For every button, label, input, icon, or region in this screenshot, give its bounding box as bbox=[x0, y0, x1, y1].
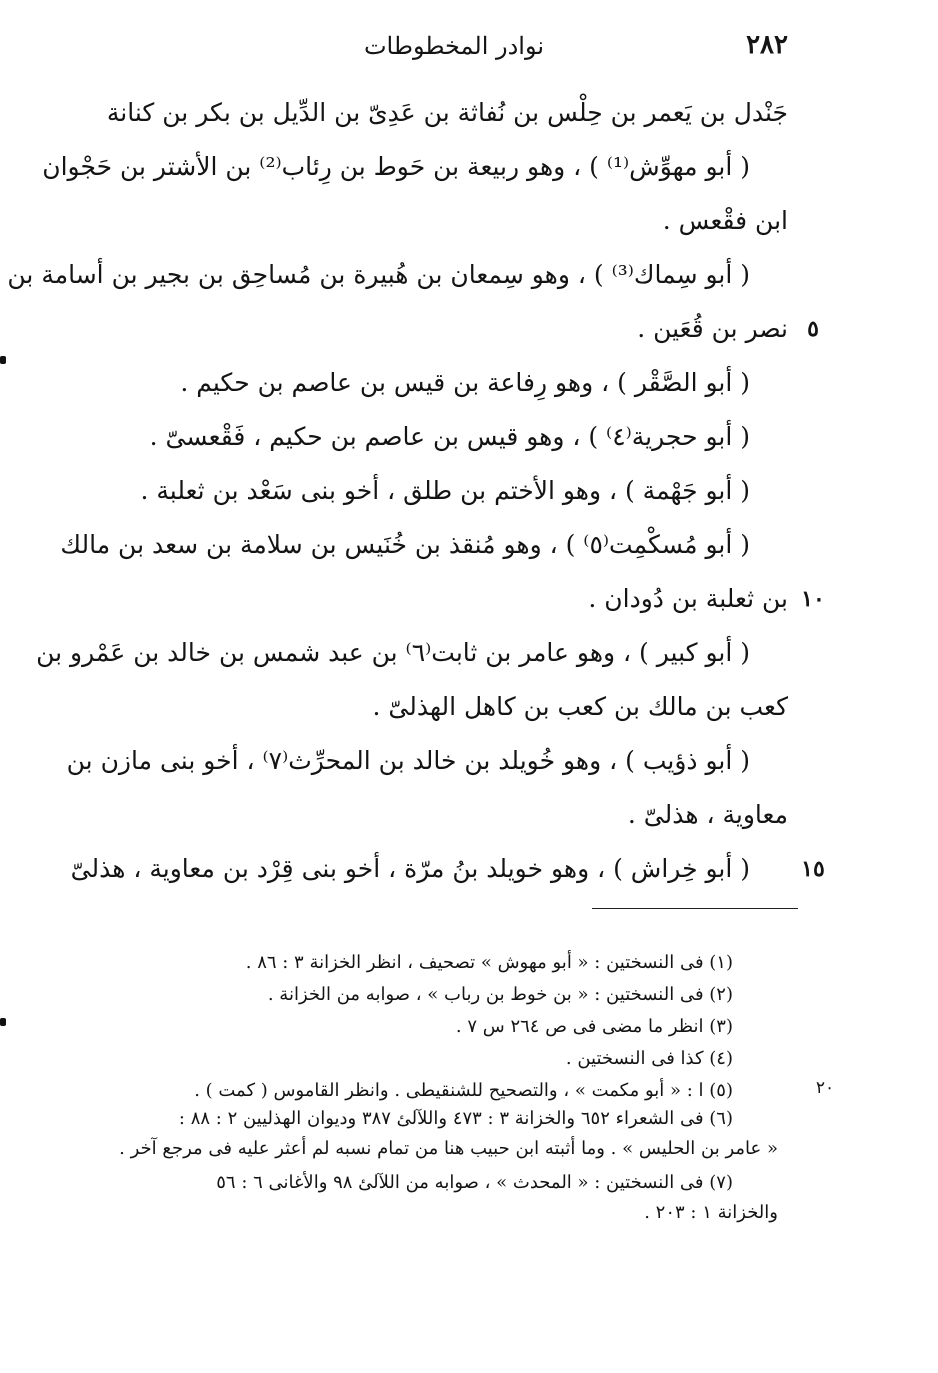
footnote: « عامر بن الحليس » . وما أثبته ابن حبيب هنا من تمام نسبه لم أعثر عليه فى مرجع آخر . bbox=[119, 1138, 778, 1159]
text-line: ( أبو سِماك⁽³⁾ ) ، وهو سِمعان بن هُبيرة بن مُساحِق بن بجير بن أسامة بن bbox=[7, 260, 750, 289]
text-line: ( أبو الصَّقْر ) ، وهو رِفاعة بن قيس بن عاصم بن حكيم . bbox=[180, 368, 750, 397]
line-number: ١٠ bbox=[801, 586, 825, 612]
footnote: (٧) فى النسختين : « المحدث » ، صوابه من اللآلئ ٩٨ والأغانى ٦ : ٥٦ bbox=[216, 1172, 733, 1193]
margin-mark bbox=[0, 1018, 6, 1026]
footnote: (٤) كذا فى النسختين . bbox=[565, 1048, 733, 1069]
text-line: ابن فقْعس . bbox=[662, 206, 788, 235]
text-line: بن ثعلبة بن دُودان . bbox=[588, 584, 788, 613]
margin-mark bbox=[0, 356, 6, 364]
line-number: ٢٠ bbox=[815, 1078, 835, 1098]
text-line: ( أبو مُسكْمِت⁽٥⁾ ) ، وهو مُنقذ بن خُنَيس بن سلامة بن سعد بن مالك bbox=[60, 530, 750, 559]
footnote-separator bbox=[592, 908, 798, 909]
text-line: ( أبو خِراش ) ، وهو خويلد بنُ مرّة ، أخو بنى قِرْد بن معاوية ، هذلىّ bbox=[70, 854, 750, 883]
text-line: ( أبو ذؤيب ) ، وهو خُويلد بن خالد بن المحرِّث⁽٧⁾ ، أخو بنى مازن بن bbox=[66, 746, 750, 775]
line-number: ٥ bbox=[807, 316, 819, 342]
footnote: (٥) ا : « أبو مكمت » ، والتصحيح للشنقيطى . وانظر القاموس ( كمت ) . bbox=[194, 1080, 733, 1101]
text-line: ( أبو كبير ) ، وهو عامر بن ثابت⁽٦⁾ بن عبد شمس بن خالد بن عَمْرو بن bbox=[36, 638, 750, 667]
text-line: نصر بن قُعَين . bbox=[637, 314, 788, 343]
text-line: جَنْدل بن يَعمر بن حِلْس بن نُفاثة بن عَدِىّ بن الدِّيل بن بكر بن كنانة bbox=[106, 98, 788, 127]
footnote: (٣) انظر ما مضى فى ص ٢٦٤ س ٧ . bbox=[455, 1016, 733, 1037]
footnote: والخزانة ١ : ٢٠٣ . bbox=[644, 1202, 778, 1223]
text-line: ( أبو مهوِّش⁽¹⁾ ) ، وهو ربيعة بن حَوط بن رِئاب⁽²⁾ بن الأشتر بن حَجْوان bbox=[42, 152, 750, 181]
footnote: (٢) فى النسختين : « بن خوط بن رباب » ، صوابه من الخزانة . bbox=[267, 984, 733, 1005]
footnote: (٦) فى الشعراء ٦٥٢ والخزانة ٣ : ٤٧٣ واللآلئ ٣٨٧ وديوان الهذليين ٢ : ٨٨ : bbox=[178, 1108, 733, 1129]
text-line: معاوية ، هذلىّ . bbox=[627, 800, 788, 829]
text-line: ( أبو حجرية⁽٤⁾ ) ، وهو قيس بن عاصم بن حكيم ، فَقْعسىّ . bbox=[149, 422, 750, 451]
page-number: ٢٨٢ bbox=[746, 30, 788, 60]
text-line: ( أبو جَهْمة ) ، وهو الأختم بن طلق ، أخو بنى سَعْد بن ثعلبة . bbox=[140, 476, 750, 505]
line-number: ١٥ bbox=[801, 856, 825, 882]
text-line: كعب بن مالك بن كعب بن كاهل الهذلىّ . bbox=[372, 692, 788, 721]
running-title: نوادر المخطوطات bbox=[363, 32, 545, 60]
page-header bbox=[120, 30, 788, 70]
footnote: (١) فى النسختين : « أبو مهوش » تصحيف ، انظر الخزانة ٣ : ٨٦ . bbox=[245, 952, 733, 973]
